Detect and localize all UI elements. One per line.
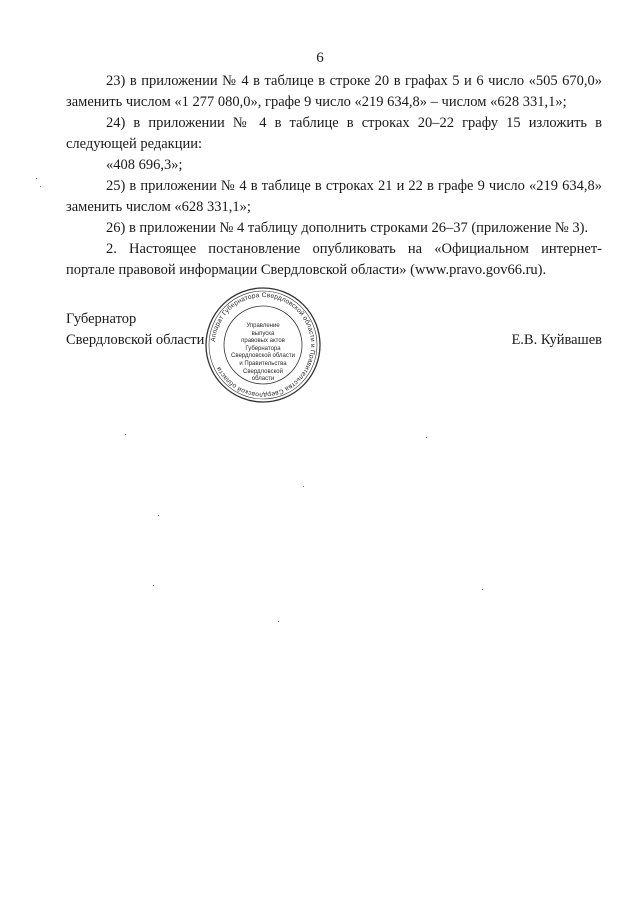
seal-line: области bbox=[251, 376, 275, 383]
text-line: 2. Настоящее постановление опубликовать на «Официальном интернет- bbox=[106, 241, 602, 257]
page-number: 6 bbox=[316, 50, 324, 66]
signatory-name: Е.В. Куйвашев bbox=[511, 332, 602, 348]
paragraph-publication bbox=[66, 239, 602, 281]
scan-speck bbox=[36, 178, 37, 179]
scan-speck bbox=[482, 589, 483, 590]
scan-speck bbox=[426, 437, 427, 438]
scan-speck bbox=[278, 621, 279, 622]
text-line: 26) в приложении № 4 таблицу дополнить строками 26–37 (приложение № 3). bbox=[106, 220, 589, 236]
paragraph-item-24 bbox=[66, 113, 602, 155]
signatory-title-line: Губернатор bbox=[66, 311, 137, 327]
seal-ring-text: Аппарат Губернатора Свердловской области и Правительства Свердловской области bbox=[210, 291, 317, 399]
text-line: 24) в приложении № 4 в таблице в строках 20–22 графу 15 изложить bbox=[106, 115, 588, 131]
text-line: в следующей редакции: bbox=[66, 115, 603, 152]
seal-line: и Правительства bbox=[239, 360, 287, 367]
paragraph-item-23 bbox=[66, 71, 602, 113]
signatory-title-line: Свердловской области bbox=[66, 332, 205, 348]
seal-line: Губернатора bbox=[245, 345, 281, 352]
text-line: 23) в приложении № 4 в таблице в строке 20 в графах 5 и 6 число bbox=[106, 73, 525, 89]
scan-speck bbox=[153, 585, 154, 586]
text-line: «219 634,8» заменить числом «628 331,1»; bbox=[66, 178, 602, 215]
seal-line: выпуска bbox=[251, 330, 275, 337]
seal-inner-text bbox=[224, 323, 302, 384]
seal-line: Управление bbox=[246, 323, 280, 329]
signatory-title bbox=[66, 309, 204, 351]
document-body bbox=[66, 71, 602, 281]
text-line: «628 331,1»; bbox=[490, 94, 567, 110]
paragraph-item-25 bbox=[66, 176, 602, 218]
scan-speck bbox=[303, 486, 304, 487]
paragraph-item-24-value bbox=[66, 155, 602, 176]
seal-line: правовых актов bbox=[241, 338, 285, 345]
scan-speck bbox=[158, 515, 159, 516]
text-line: 25) в приложении № 4 в таблице в строках 21 и 22 в графе 9 число bbox=[106, 178, 525, 194]
scan-speck bbox=[40, 186, 41, 187]
text-line: «505 670,0» заменить числом «1 277 080,0», графе 9 число «219 634,8» – числом bbox=[66, 73, 603, 110]
seal-line: Свердловской bbox=[243, 368, 283, 375]
paragraph-item-26 bbox=[66, 218, 602, 239]
text-line: «408 696,3»; bbox=[106, 157, 183, 173]
seal-line: Свердловской области bbox=[230, 353, 295, 360]
scan-speck bbox=[125, 434, 126, 435]
text-line: портале правовой информации Свердловской области» (www.pravo.gov66.ru). bbox=[66, 262, 547, 278]
